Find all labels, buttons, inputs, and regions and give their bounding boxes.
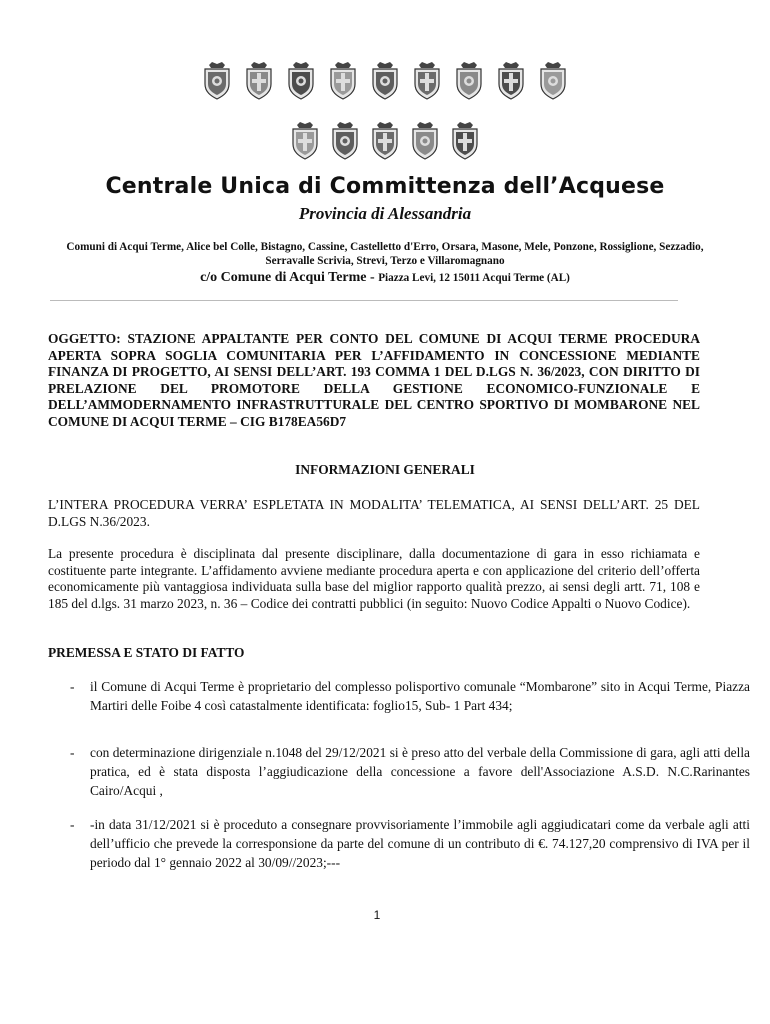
crest-shield-icon (201, 60, 233, 100)
list-item-text: con determinazione dirigenziale n.1048 del 29/12/2021 si è preso atto del verbale della Commissione di gara, agli atti della pratica, ed è stata disposta l’aggiudicazione della concessione a favore dell'Associazione A.S.D. N.C.Rarinantes Cairo/Acqui , (90, 745, 750, 798)
premessa-heading: PREMESSA E STATO DI FATTO (48, 645, 245, 660)
crest-shield-icon (243, 60, 275, 100)
crest-shield-icon (411, 60, 443, 100)
municipal-crests-row-1 (0, 60, 770, 100)
list-item-text: -in data 31/12/2021 si è proceduto a consegnare provvisoriamente l’immobile agli aggiudicatari come da verbale agli atti dell’ufficio che prevede la corresponsione da parte del comune di un contributo di €. 74.127,20 comprensivo di IVA per il periodo dal 1° gennaio 2022 al 30/09//2023;--- (90, 817, 750, 870)
crest-shield-icon (453, 60, 485, 100)
crest-shield-icon (449, 120, 481, 160)
subject-paragraph: OGGETTO: STAZIONE APPALTANTE PER CONTO DEL COMUNE DI ACQUI TERME PROCEDURA APERTA SOPRA SOGLIA COMUNITARIA PER L’AFFIDAMENTO IN CONCESSIONE MEDIANTE FINANZA DI PROGETTO, AI SENSI DELL’ART. 193 COMMA 1 DEL D.LGS N. 36/2023, CON DIRITTO DI PRELAZIONE DEL PROMOTORE DELLA GESTIONE ECONOMICO-FUNZIONALE E DELL’AMMODERNAMENTO INFRASTRUTTURALE DEL CENTRO SPORTIVO DI MOMBARONE NEL COMUNE DI ACQUI TERME – CIG B178EA56D7 (48, 331, 700, 429)
crest-shield-icon (327, 60, 359, 100)
crest-shield-icon (329, 120, 361, 160)
address-detail: Piazza Levi, 12 15011 Acqui Terme (AL) (378, 272, 570, 284)
crest-shield-icon (495, 60, 527, 100)
document-title: Centrale Unica di Committenza dell’Acquese (105, 174, 665, 199)
page-number: 1 (373, 908, 381, 922)
member-municipalities: Comuni di Acqui Terme, Alice bel Colle, Bistagno, Cassine, Castelletto d'Erro, Orsara, Masone, Mele, Ponzone, Rossiglione, Sezzadio, Serravalle Scrivia, Strevi, Terzo e Villaromagnano (66, 241, 704, 267)
crest-shield-icon (537, 60, 569, 100)
section-heading: INFORMAZIONI GENERALI (295, 462, 475, 477)
office-address (0, 270, 770, 286)
crest-shield-icon (409, 120, 441, 160)
crest-shield-icon (369, 120, 401, 160)
bullet-dash: - (70, 679, 75, 694)
bullet-dash: - (70, 745, 75, 760)
crest-shield-icon (285, 60, 317, 100)
address-main: c/o Comune di Acqui Terme - (200, 270, 379, 285)
crest-shield-icon (369, 60, 401, 100)
header-divider (50, 300, 678, 301)
bullet-dash: - (70, 817, 75, 832)
list-item-text: il Comune di Acqui Terme è proprietario del complesso polisportivo comunale “Mombarone” sito in Acqui Terme, Piazza Martiri delle Foibe 4 così catastalmente identificata: foglio15, Sub- 1 Part 434; (90, 679, 750, 713)
document-subtitle: Provincia di Alessandria (298, 204, 472, 223)
municipal-crests-row-2 (0, 120, 770, 160)
procedure-paragraph: La presente procedura è disciplinata dal presente disciplinare, dalla documentazione di gara in esso richiamata e costituente parte integrante. L’affidamento avviene mediante procedura aperta e con applicazione del criterio dell’offerta economicamente più vantaggiosa individuata sulla base del miglior rapporto qualità prezzo, ai sensi degli artt. 71, 108 e 185 del d.lgs. 31 marzo 2023, n. 36 – Codice dei contratti pubblici (in seguito: Nuovo Codice Appalti o Nuovo Codice). (48, 546, 700, 611)
intro-paragraph: L’INTERA PROCEDURA VERRA’ ESPLETATA IN MODALITA’ TELEMATICA, AI SENSI DELL’ART. 25 DEL D.LGS N.36/2023. (48, 497, 700, 529)
crest-shield-icon (289, 120, 321, 160)
